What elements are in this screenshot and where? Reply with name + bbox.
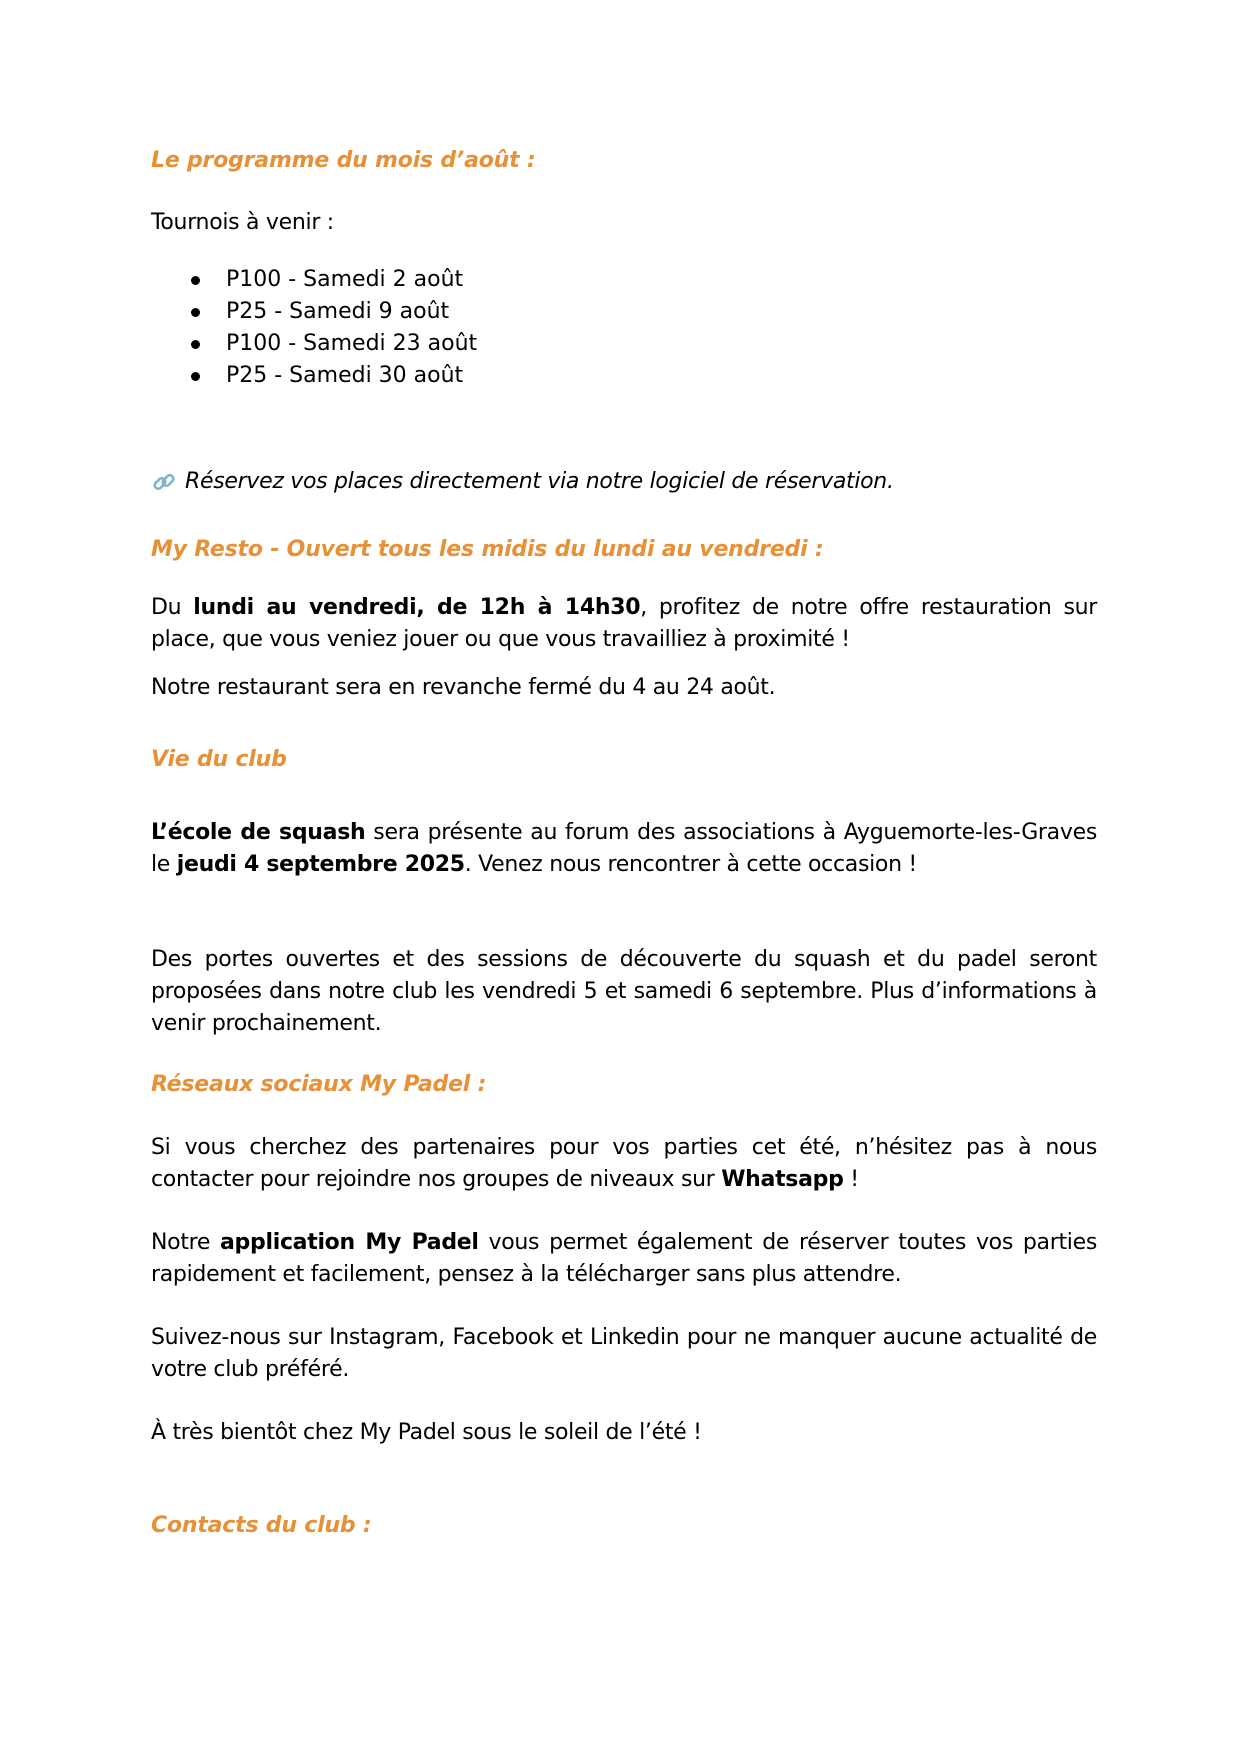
tournament-list [151,264,477,392]
contacts-heading: Contacts du club : [151,1513,372,1538]
club-life-heading: Vie du club [151,747,287,772]
club-life-paragraph-forum: L’école de squash sera présente au forum des associations à Ayguemorte-les-Graves le jeudi 4 septembre 2025. Venez nous rencontrer à cette occasion ! [151,820,1097,877]
tournament-item: P25 - Samedi 30 août [151,360,477,392]
resto-paragraph-hours: Du lundi au vendredi, de 12h à 14h30, profitez de notre offre restauration sur place, que vous veniez jouer ou que vous travailliez à proximité ! [151,595,1098,652]
reservation-line [151,466,1097,498]
club-life-paragraph-open-days: Des portes ouvertes et des sessions de découverte du squash et du padel seront proposées dans notre club les vendredi 5 et samedi 6 septembre. Plus d’informations à venir prochainement. [151,947,1097,1036]
tournaments-intro: Tournois à venir : [151,210,334,235]
social-heading: Réseaux sociaux My Padel : [151,1072,487,1097]
closing-line: À très bientôt chez My Padel sous le soleil de l’été ! [151,1420,702,1445]
bullet-icon [191,372,200,381]
tournament-item: P100 - Samedi 2 août [151,264,477,296]
social-paragraph-app: Notre application My Padel vous permet également de réserver toutes vos parties rapidement et facilement, pensez à la télécharger sans plus attendre. [151,1230,1097,1287]
tournament-item: P25 - Samedi 9 août [151,296,477,328]
social-paragraph-whatsapp: Si vous cherchez des partenaires pour vos parties cet été, n’hésitez pas à nous contacter pour rejoindre nos groupes de niveaux sur Whatsapp ! [151,1135,1097,1192]
social-paragraph-follow: Suivez-nous sur Instagram, Facebook et Linkedin pour ne manquer aucune actualité de votre club préféré. [151,1325,1097,1382]
resto-paragraph-closed: Notre restaurant sera en revanche fermé du 4 au 24 août. [151,675,776,700]
resto-heading: My Resto - Ouvert tous les midis du lundi au vendredi : [151,537,824,562]
program-heading: Le programme du mois d’août : [151,148,536,173]
bullet-icon [191,276,200,285]
bullet-icon [191,308,200,317]
bullet-icon [191,340,200,349]
link-icon [151,469,177,495]
reservation-text: Réservez vos places directement via notre logiciel de réservation. [185,469,894,494]
tournament-item: P100 - Samedi 23 août [151,328,477,360]
